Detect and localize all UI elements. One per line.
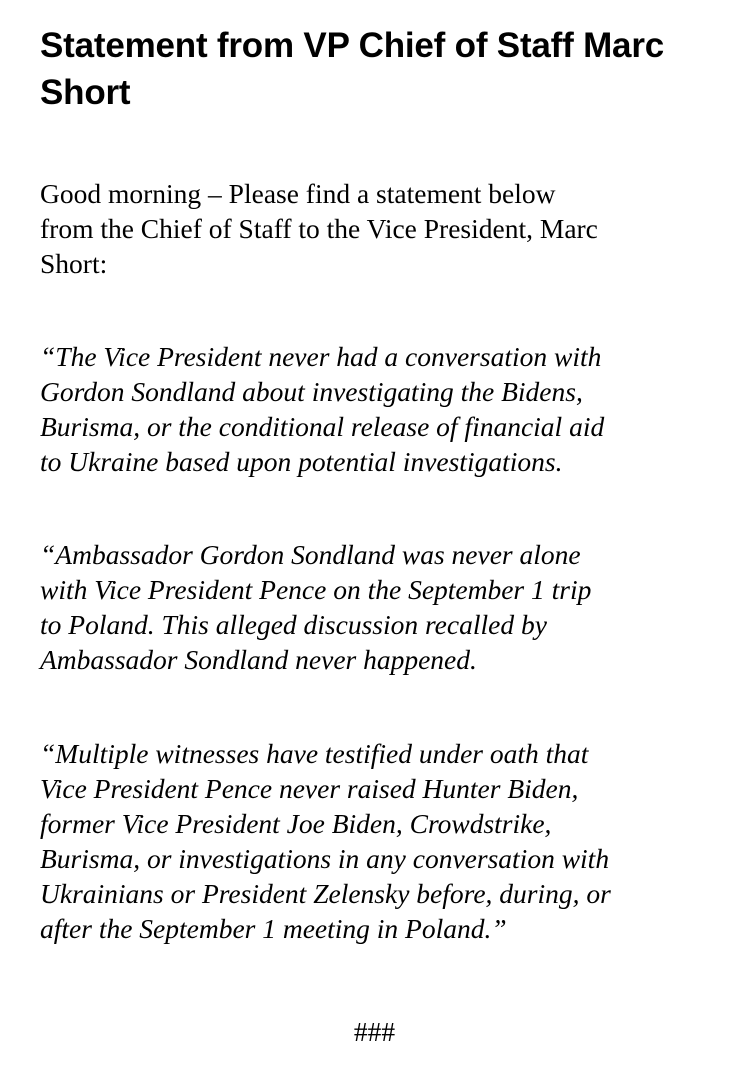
quote-line: “The Vice President never had a conversation with — [40, 341, 602, 372]
quote-line: after the September 1 meeting in Poland.” — [40, 913, 507, 944]
quote-line: to Ukraine based upon potential investigations. — [40, 446, 563, 477]
quote-line: Ukrainians or President Zelensky before, during, or — [40, 878, 611, 909]
quote-line: Burisma, or the conditional release of financial aid — [40, 411, 605, 442]
quote-line: “Multiple witnesses have testified under oath that — [40, 738, 589, 769]
intro-paragraph — [40, 176, 740, 281]
statement-title: Statement from VP Chief of Staff Marc Short — [40, 26, 665, 112]
end-mark: ### — [353, 1016, 396, 1047]
intro-line: Short: — [40, 248, 108, 279]
quote-line: Burisma, or investigations in any conversation with — [40, 843, 610, 874]
quote-paragraph-2 — [40, 537, 740, 677]
intro-line: Good morning – Please find a statement below — [40, 178, 556, 209]
quote-line: “Ambassador Gordon Sondland was never alone — [40, 539, 581, 570]
quote-line: Gordon Sondland about investigating the Bidens, — [40, 376, 583, 407]
intro-line: from the Chief of Staff to the Vice President, Marc — [40, 213, 598, 244]
quote-line: former Vice President Joe Biden, Crowdstrike, — [40, 808, 552, 839]
quote-paragraph-3 — [40, 736, 740, 946]
quote-line: with Vice President Pence on the September 1 trip — [40, 574, 592, 605]
quote-line: to Poland. This alleged discussion recalled by — [40, 609, 547, 640]
quote-line: Ambassador Sondland never happened. — [40, 644, 477, 675]
quote-line: Vice President Pence never raised Hunter Biden, — [40, 773, 579, 804]
quote-paragraph-1 — [40, 339, 740, 479]
